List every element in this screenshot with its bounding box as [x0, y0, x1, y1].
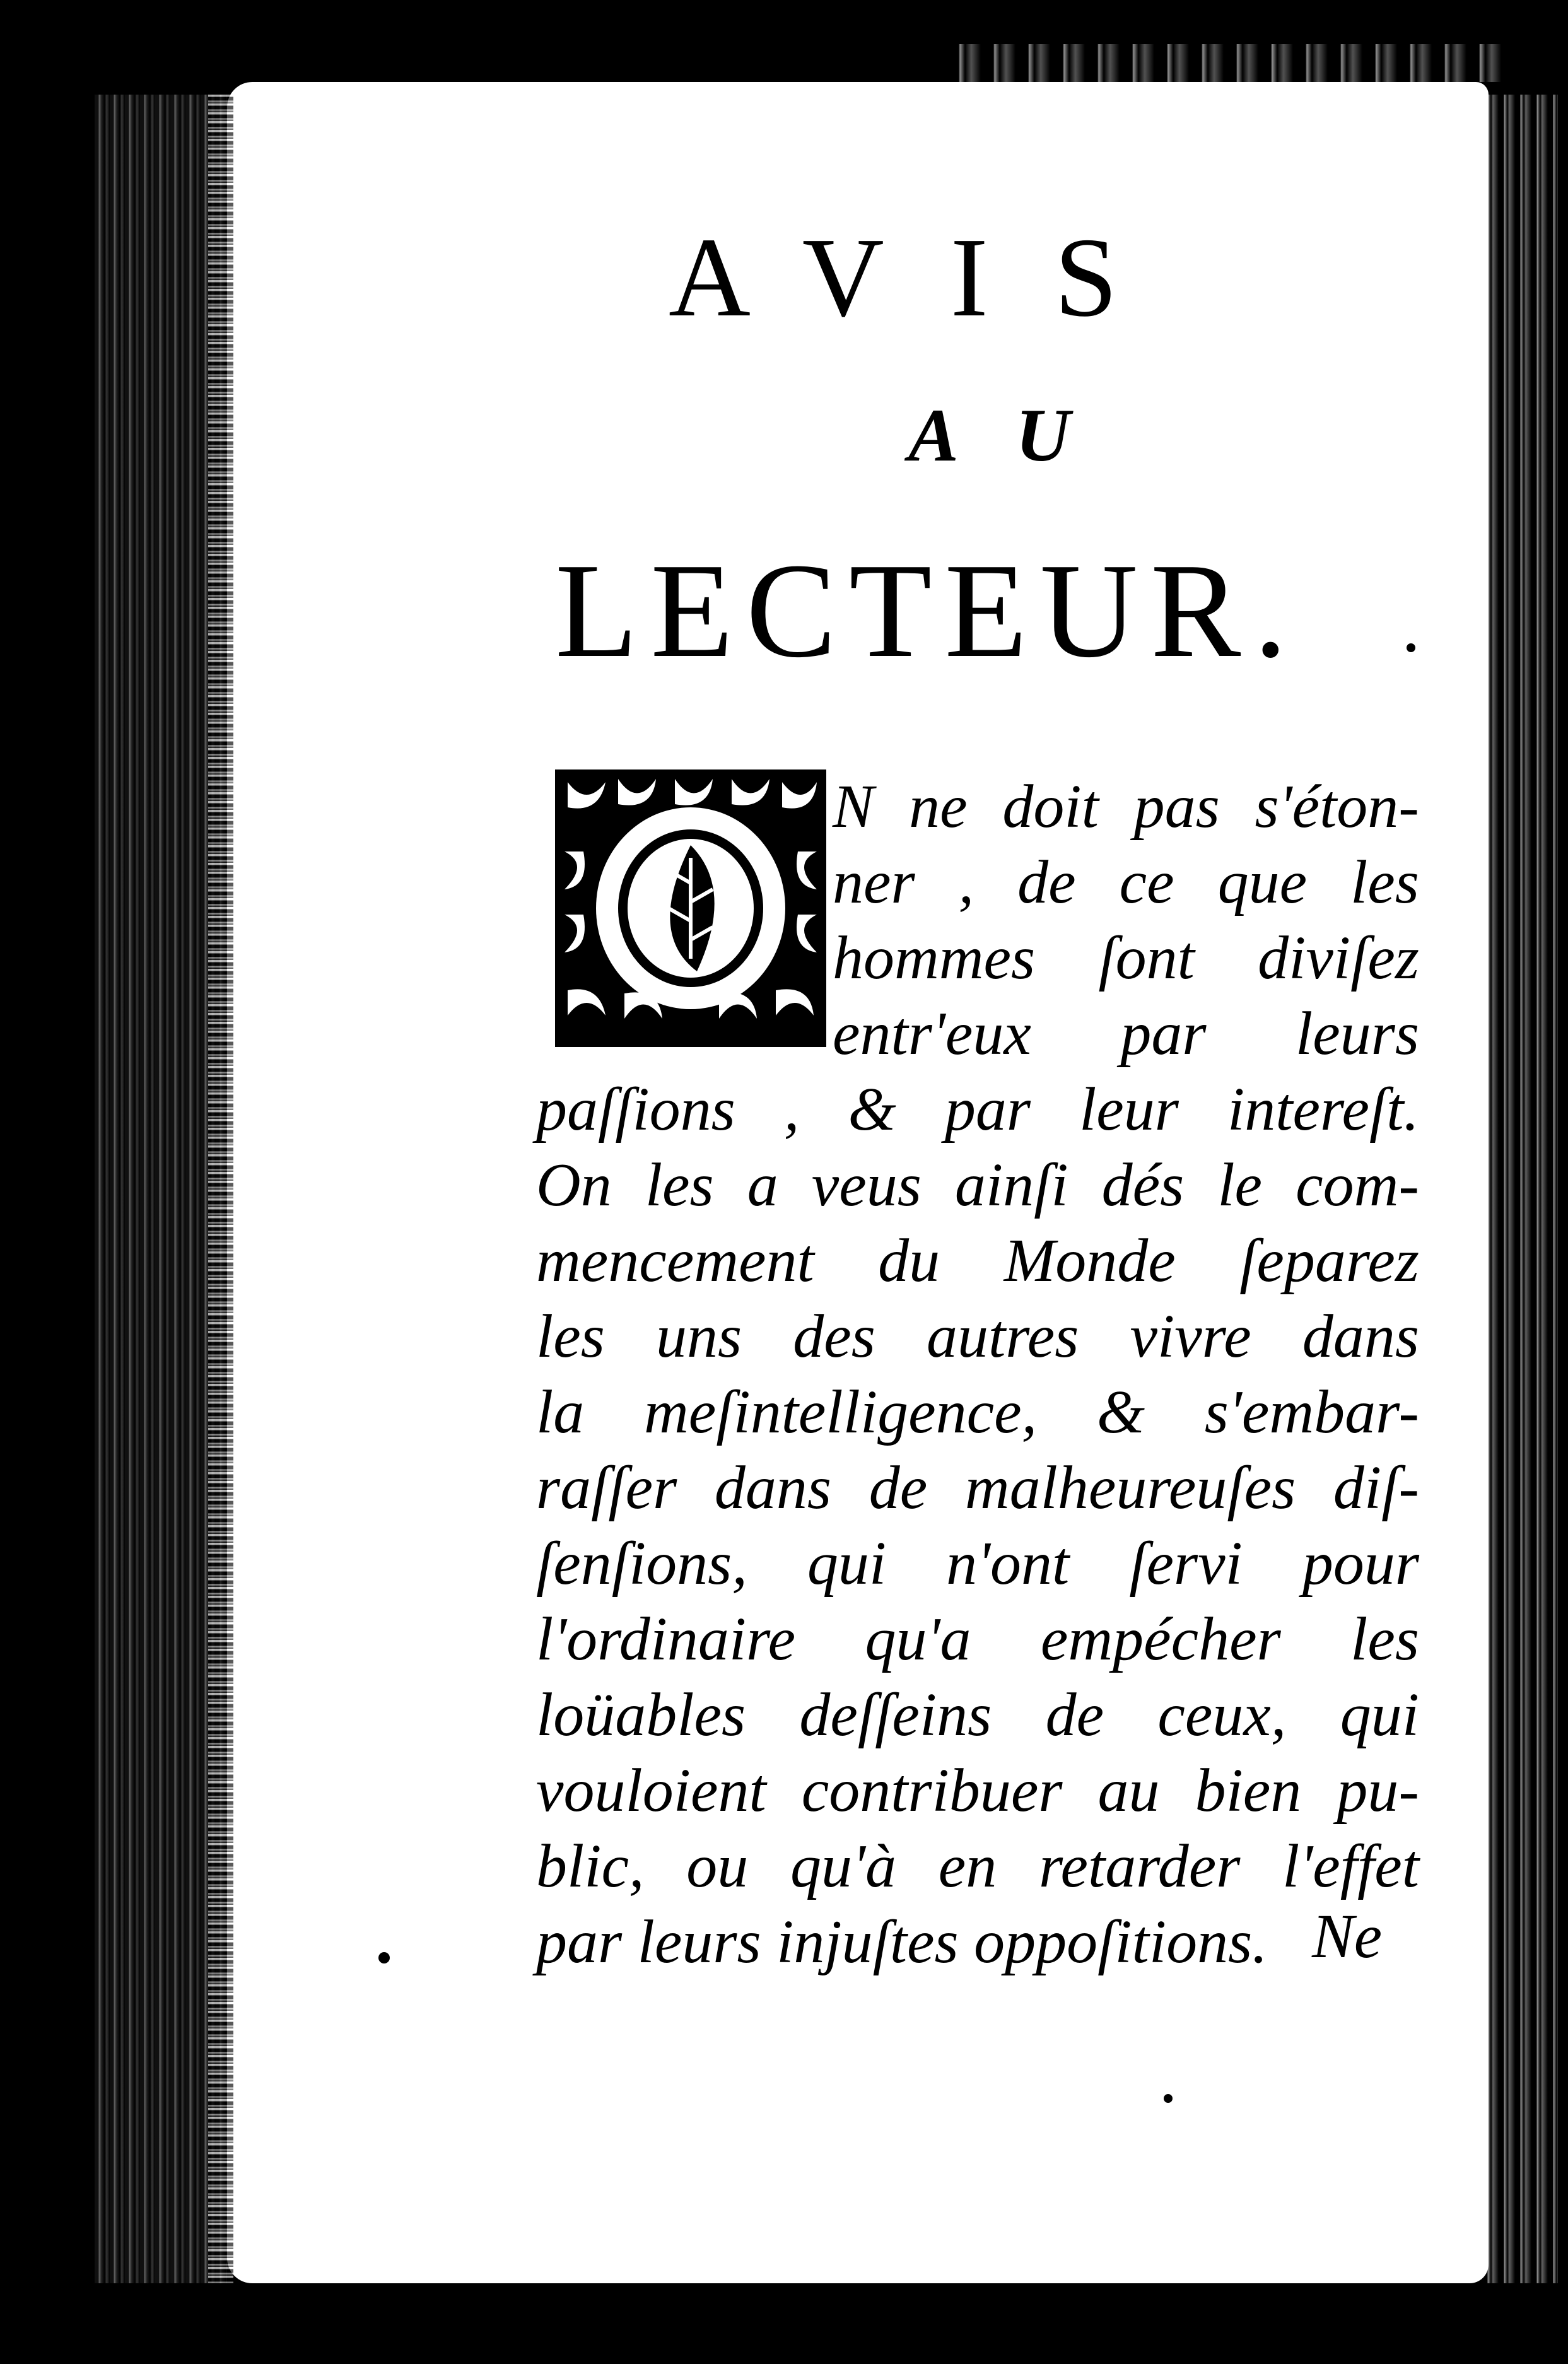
text-line: On les a veus ainſi dés le com-: [536, 1151, 1419, 1219]
text-line: mencement du Monde ſeparez: [536, 1227, 1419, 1295]
heading-lecteur: LECTEUR.: [555, 535, 1301, 686]
print-speck: [1407, 643, 1415, 652]
text-line: vouloient contribuer au bien pu-: [536, 1757, 1419, 1825]
catchword: Ne: [1312, 1901, 1383, 1971]
text-line: entr'eux par leurs: [833, 1000, 1419, 1068]
text-line: hommes ſont diviſez: [833, 924, 1419, 992]
text-line: les uns des autres vivre dans: [536, 1302, 1419, 1371]
text-line: ner , de ce que les: [833, 848, 1419, 916]
ornamental-initial-o: [555, 769, 826, 1047]
page-right-edge: [1482, 95, 1558, 2283]
text-line: l'ordinaire qu'a empécher les: [536, 1605, 1419, 1673]
page-top-edge: [946, 44, 1514, 82]
text-line: raſſer dans de malheureuſes diſ-: [536, 1454, 1419, 1522]
binding-edge: [208, 95, 233, 2283]
text-line: la meſintelligence, & s'embar-: [536, 1378, 1419, 1446]
print-speck: [378, 1952, 390, 1963]
text-line: loüables deſſeins de ceux, qui: [536, 1681, 1419, 1749]
heading-au: AU: [908, 393, 1127, 477]
text-line: paſſions , & par leur intereſt.: [536, 1075, 1419, 1144]
text-line: blic, ou qu'à en retarder l'effet: [536, 1832, 1419, 1900]
text-line: N ne doit pas s'éton-: [833, 773, 1419, 841]
book-binding: [95, 95, 227, 2283]
print-speck: [1164, 2094, 1173, 2103]
text-line: ſenſions, qui n'ont ſervi pour: [536, 1530, 1419, 1598]
heading-avis: AVIS: [669, 214, 1184, 340]
text-line: par leurs injuſtes oppoſitions.: [536, 1908, 1268, 1976]
